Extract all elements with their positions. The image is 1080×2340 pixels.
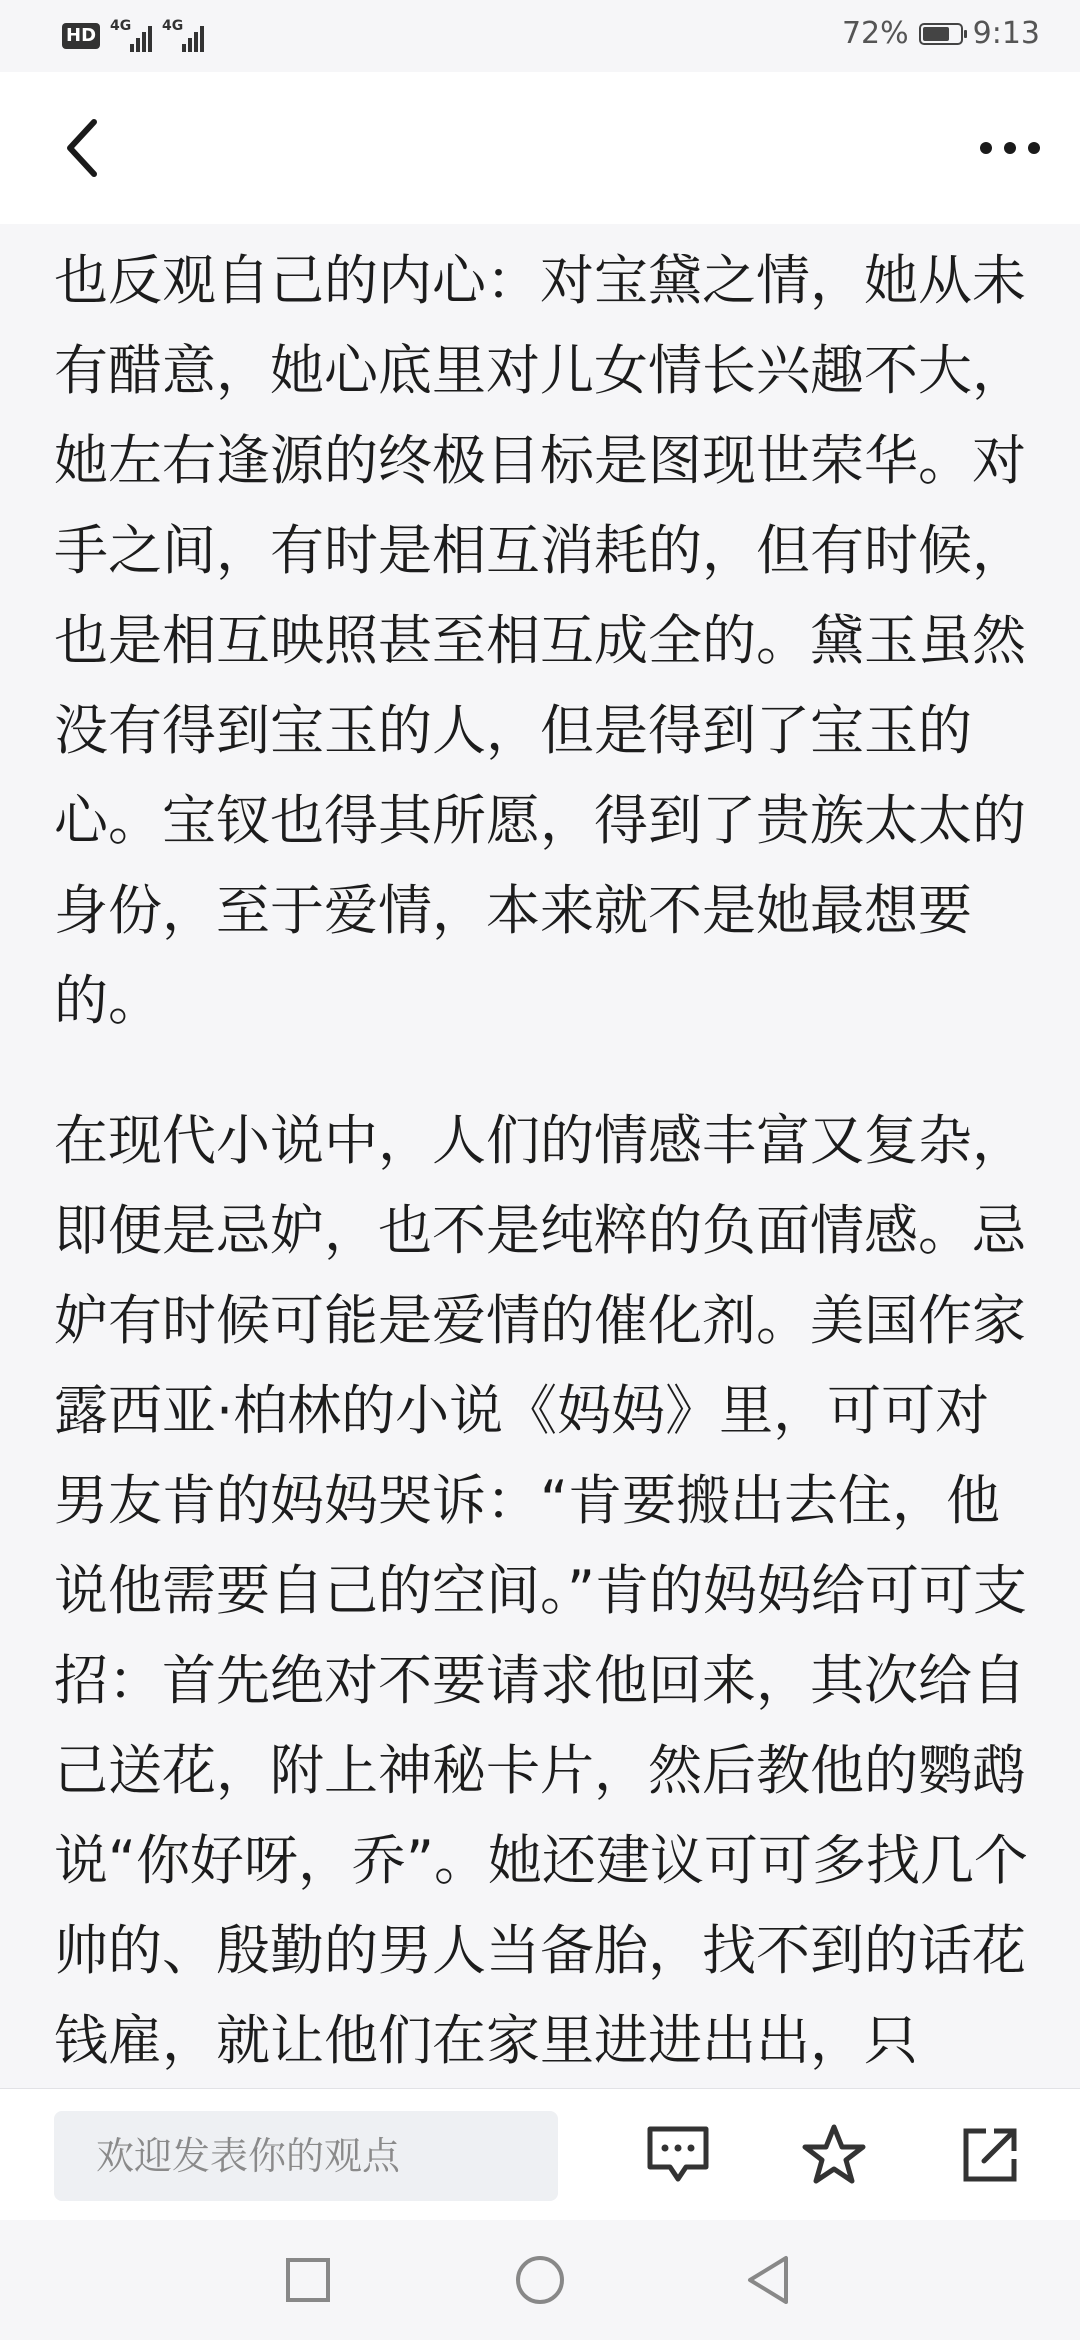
network-type-2: 4G [162, 18, 184, 34]
network-type-1: 4G [110, 18, 132, 34]
recents-button[interactable] [278, 2250, 338, 2310]
share-button[interactable] [950, 2115, 1030, 2195]
system-navigation-bar [0, 2220, 1080, 2340]
star-icon [801, 2123, 867, 2187]
signal-2-icon [162, 20, 204, 52]
home-button[interactable] [510, 2250, 570, 2310]
more-options-button[interactable] [970, 112, 1050, 184]
chevron-left-icon [62, 116, 102, 180]
comment-button[interactable] [638, 2115, 718, 2195]
more-horizontal-icon [978, 140, 1042, 156]
battery-percent: 72% [841, 16, 909, 51]
article-paragraph: 也反观自己的内心：对宝黛之情，她从未有醋意，她心底里对儿女情长兴趣不大，她左右逢源的终极目标是图现世荣华。对手之间，有时是相互消耗的，但有时候，也是相互映照甚至相互成全的。黛玉虽然没有得到宝玉的人，但是得到了宝玉的心。宝钗也得其所愿，得到了贵族太太的身份，至于爱情，本来就不是她最想要的。 [54, 249, 1026, 1032]
status-right [842, 16, 1040, 51]
square-icon [284, 2256, 332, 2304]
article-paragraph: 在现代小说中，人们的情感丰富又复杂，即便是忌妒，也不是纯粹的负面情感。忌妒有时候可能是爱情的催化剂。美国作家露西亚·柏林的小说《妈妈》里，可可对男友肯的妈妈哭诉：“肯要搬出去住，他说他需要自己的空间。”肯的妈妈给可可支招：首先绝对不要请求他回来，其次给自己送花，附上神秘卡片，然后教他的鹦鹉说“你好呀，乔”。她还建议可可多找几个帅的、殷勤的男人当备胎，找不到的话花钱雇，就让他们在家里进进出出，只 [54, 1109, 1028, 2072]
article-body[interactable] [0, 224, 1080, 2088]
article-content [0, 224, 1080, 2086]
favorite-button[interactable] [794, 2115, 874, 2195]
comment-input[interactable] [54, 2111, 558, 2201]
clock: 9:13 [972, 16, 1040, 51]
comment-icon [646, 2125, 710, 2185]
battery-fill [923, 27, 949, 41]
status-left [62, 20, 204, 52]
top-nav-bar [0, 72, 1080, 225]
status-bar [0, 0, 1080, 72]
bottom-toolbar [0, 2088, 1080, 2221]
back-button[interactable] [50, 112, 114, 184]
hd-badge: HD [62, 23, 100, 49]
share-icon [960, 2125, 1020, 2185]
battery-icon [919, 23, 963, 45]
system-back-button[interactable] [738, 2250, 798, 2310]
signal-1-icon [110, 20, 152, 52]
triangle-back-icon [744, 2254, 792, 2306]
circle-icon [514, 2254, 566, 2306]
